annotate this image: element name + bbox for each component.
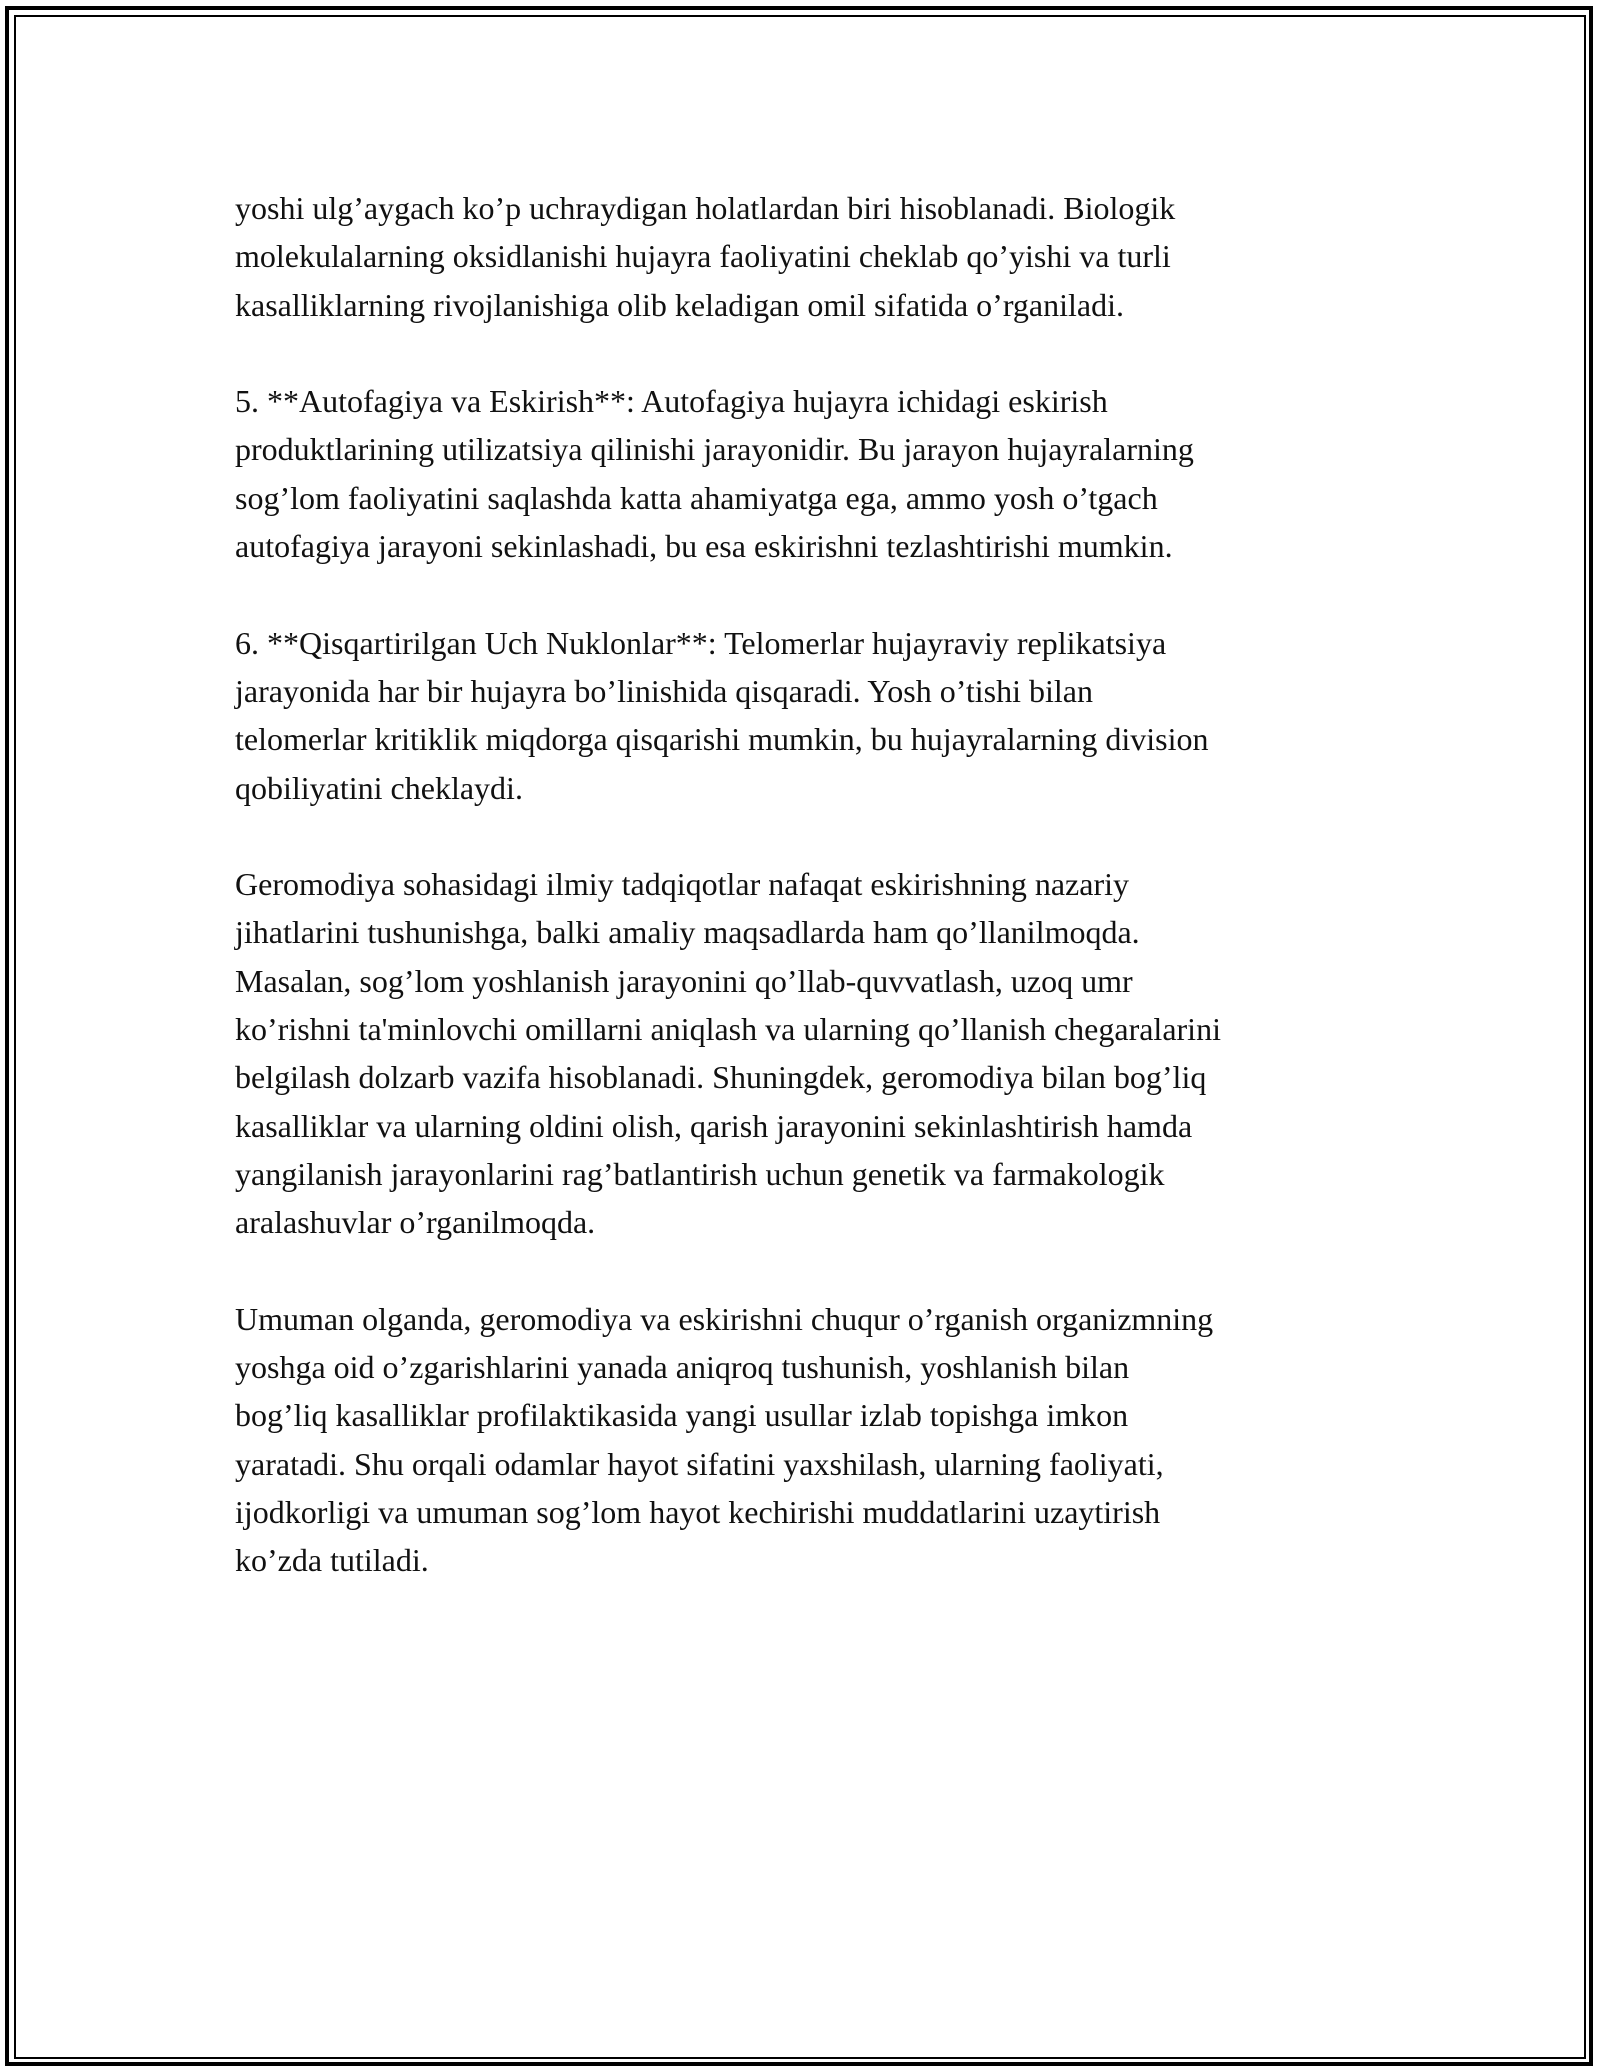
- text-line: Masalan, sog’lom yoshlanish jarayonini qo’llab-quvvatlash, uzoq umr: [235, 962, 1133, 999]
- text-line: yoshi ulg’aygach ko’p uchraydigan holatlardan biri hisoblanadi. Biologik: [235, 190, 1176, 226]
- paragraph-conclusion: [235, 1295, 1375, 1585]
- text-line: kasalliklar va ularning oldini olish, qarish jarayonini sekinlashtirish hamda: [235, 1107, 1193, 1144]
- paragraph-research: [235, 860, 1375, 1246]
- text-line: jihatlarini tushunishga, balki amaliy maqsadlarda ham qo’llanilmoqda.: [235, 914, 1140, 951]
- text-line: kasalliklarning rivojlanishiga olib keladigan omil sifatida o’rganiladi.: [235, 286, 1124, 323]
- text-line: Geromodiya sohasidagi ilmiy tadqiqotlar nafaqat eskirishning nazariy: [235, 866, 1129, 903]
- text-line: jarayonida har bir hujayra bo’linishida qisqaradi. Yosh o’tishi bilan: [235, 672, 1093, 709]
- text-line: ko’rishni ta'minlovchi omillarni aniqlash va ularning qo’llanish chegaralarini: [235, 1011, 1221, 1048]
- text-line: ijodkorligi va umuman sog’lom hayot kechirishi muddatlarini uzaytirish: [235, 1494, 1161, 1531]
- text-line: yangilanish jarayonlarini rag’batlantirish uchun genetik va farmakologik: [235, 1155, 1165, 1192]
- text-line: belgilash dolzarb vazifa hisoblanadi. Shuningdek, geromodiya bilan bog’liq: [235, 1059, 1207, 1096]
- text-line: 5. **Autofagiya va Eskirish**: Autofagiya hujayra ichidagi eskirish: [235, 383, 1108, 420]
- text-line: yoshga oid o’zgarishlarini yanada aniqroq tushunish, yoshlanish bilan: [235, 1349, 1130, 1386]
- text-line: qobiliyatini cheklaydi.: [235, 769, 523, 806]
- paragraph-autophagy: [235, 377, 1375, 570]
- text-line: produktlarining utilizatsiya qilinishi jarayonidir. Bu jarayon hujayralarning: [235, 431, 1194, 468]
- text-line: molekulalarning oksidlanishi hujayra faoliyatini cheklab qo’yishi va turli: [235, 238, 1171, 275]
- text-line: sog’lom faoliyatini saqlashda katta ahamiyatga ega, ammo yosh o’tgach: [235, 479, 1158, 516]
- paragraph-oxidation-continuation: [235, 184, 1375, 329]
- text-line: autofagiya jarayoni sekinlashadi, bu esa eskirishni tezlashtirishi mumkin.: [235, 528, 1173, 565]
- text-line: bog’liq kasalliklar profilaktikasida yangi usullar izlab topishga imkon: [235, 1397, 1129, 1434]
- text-line: telomerlar kritiklik miqdorga qisqarishi mumkin, bu hujayralarning division: [235, 721, 1209, 758]
- text-line: aralashuvlar o’rganilmoqda.: [235, 1204, 596, 1241]
- text-line: 6. **Qisqartirilgan Uch Nuklonlar**: Telomerlar hujayraviy replikatsiya: [235, 624, 1167, 661]
- text-line: yaratadi. Shu orqali odamlar hayot sifatini yaxshilash, ularning faoliyati,: [235, 1445, 1164, 1482]
- text-line: Umuman olganda, geromodiya va eskirishni chuqur o’rganish organizmning: [235, 1300, 1214, 1337]
- paragraph-telomeres: [235, 619, 1375, 812]
- text-line: ko’zda tutiladi.: [235, 1542, 429, 1579]
- document-body: [235, 184, 1375, 1585]
